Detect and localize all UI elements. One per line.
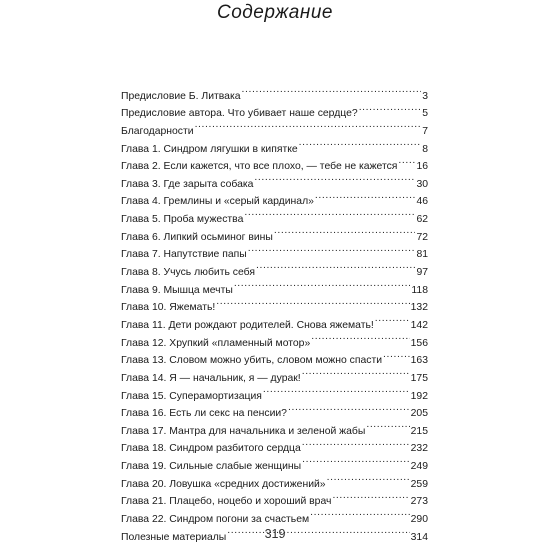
toc-dot-leader (299, 134, 422, 152)
toc-entry-label: Глава 2. Если кажется, что все плохо, — тебе не кажется (121, 161, 398, 173)
toc-entry-label: Глава 9. Мышца мечты (121, 284, 233, 296)
toc-dot-leader (310, 504, 410, 522)
toc-entry-page: 215 (410, 425, 428, 437)
toc-entry-label: Глава 5. Проба мужества (121, 214, 244, 226)
toc-entry-label: Глава 14. Я — начальник, я — дурак! (121, 372, 301, 384)
toc-dot-leader (242, 81, 422, 99)
toc-entry-page: 192 (410, 390, 428, 402)
toc-entry-page: 259 (410, 478, 428, 490)
toc-entry-label: Глава 21. Плацебо, ноцебо и хороший врач (121, 496, 332, 508)
toc-dot-leader (302, 451, 410, 469)
toc-entry-label: Глава 4. Гремлины и «серый кардинал» (121, 196, 314, 208)
toc-dot-leader (366, 416, 409, 434)
toc-entry-label: Глава 7. Напутствие папы (121, 249, 247, 261)
toc-entry-label: Глава 8. Учусь любить себя (121, 267, 255, 279)
toc-entry-label: Глава 12. Хрупкий «пламенный мотор» (121, 337, 311, 349)
toc-dot-leader (234, 275, 411, 293)
toc-entry-label: Предисловие Б. Литвака (121, 90, 241, 102)
toc-entry-page: 249 (410, 461, 428, 473)
page-title: Содержание (217, 2, 333, 23)
toc-entry-page: 156 (410, 337, 428, 349)
toc-entry-label: Предисловие автора. Что убивает наше сердце? (121, 108, 358, 120)
toc-entry-label: Глава 20. Ловушка «средних достижений» (121, 478, 326, 490)
toc-dot-leader (216, 293, 409, 311)
toc-entry-label: Глава 6. Липкий осьминог вины (121, 231, 273, 243)
toc-dot-leader (359, 99, 422, 117)
toc-entry-page: 205 (410, 408, 428, 420)
toc-entry-page: 30 (416, 178, 428, 190)
toc-entry-page: 163 (410, 355, 428, 367)
toc-entry-page: 290 (410, 514, 428, 526)
toc-entry-page: 314 (410, 531, 428, 543)
toc-entry-label: Глава 18. Синдром разбитого сердца (121, 443, 301, 455)
toc-entry-page: 8 (422, 143, 428, 155)
toc-entry-page: 7 (422, 125, 428, 137)
toc-entry-page: 97 (416, 267, 428, 279)
toc-entry-label: Глава 11. Дети рождают родителей. Снова яжемать! (121, 319, 374, 331)
toc-dot-leader (302, 363, 410, 381)
toc-entry-page: 72 (416, 231, 428, 243)
page-number: 319 (264, 527, 286, 541)
toc-dot-leader (375, 310, 410, 328)
toc-entry-label: Глава 16. Есть ли секс на пенсии? (121, 408, 287, 420)
toc-dot-leader (263, 381, 410, 399)
toc-dot-leader (244, 204, 415, 222)
toc-entry-page: 118 (411, 284, 428, 296)
toc-entry-page: 46 (416, 196, 428, 208)
toc-entry-page: 273 (410, 496, 428, 508)
toc-entry-page: 81 (416, 249, 428, 261)
toc-entry-label: Благодарности (121, 125, 194, 137)
toc-entry-page: 5 (422, 108, 428, 120)
toc-dot-leader (274, 222, 416, 240)
toc-entry-label: Глава 10. Яжемать! (121, 302, 216, 314)
toc-entry-page: 232 (410, 443, 428, 455)
toc-dot-leader (302, 434, 410, 452)
toc-entry-label: Глава 13. Словом можно убить, словом можно спасти (121, 355, 383, 367)
toc-entry-page: 132 (410, 302, 428, 314)
toc-dot-leader (288, 399, 410, 417)
toc-dot-leader (315, 187, 416, 205)
table-of-contents (121, 81, 428, 543)
toc-dot-leader (327, 469, 410, 487)
toc-entry-label: Глава 17. Мантра для начальника и зеленой жабы (121, 425, 366, 437)
toc-entry-page: 16 (416, 161, 428, 173)
toc-entry-label: Глава 3. Где зарыта собака (121, 178, 254, 190)
toc-dot-leader (311, 328, 409, 346)
toc-entry-page: 62 (416, 214, 428, 226)
toc-entry-label: Полезные материалы (121, 531, 227, 543)
toc-entry-label: Глава 1. Синдром лягушки в кипятке (121, 143, 298, 155)
toc-entry-label: Глава 22. Синдром погони за счастьем (121, 514, 310, 526)
toc-dot-leader (332, 487, 409, 505)
toc-dot-leader (248, 240, 416, 258)
toc-dot-leader (195, 116, 422, 134)
toc-entry-page: 3 (422, 90, 428, 102)
toc-entry-label: Глава 15. Суперамортизация (121, 390, 262, 402)
toc-dot-leader (256, 257, 415, 275)
toc-entry-page: 142 (410, 319, 428, 331)
toc-entry-label: Глава 19. Сильные слабые женщины (121, 461, 302, 473)
toc-dot-leader (398, 152, 415, 170)
toc-dot-leader (383, 346, 410, 364)
toc-entry-page: 175 (410, 372, 428, 384)
toc-entry[interactable] (121, 81, 428, 102)
toc-dot-leader (254, 169, 415, 187)
